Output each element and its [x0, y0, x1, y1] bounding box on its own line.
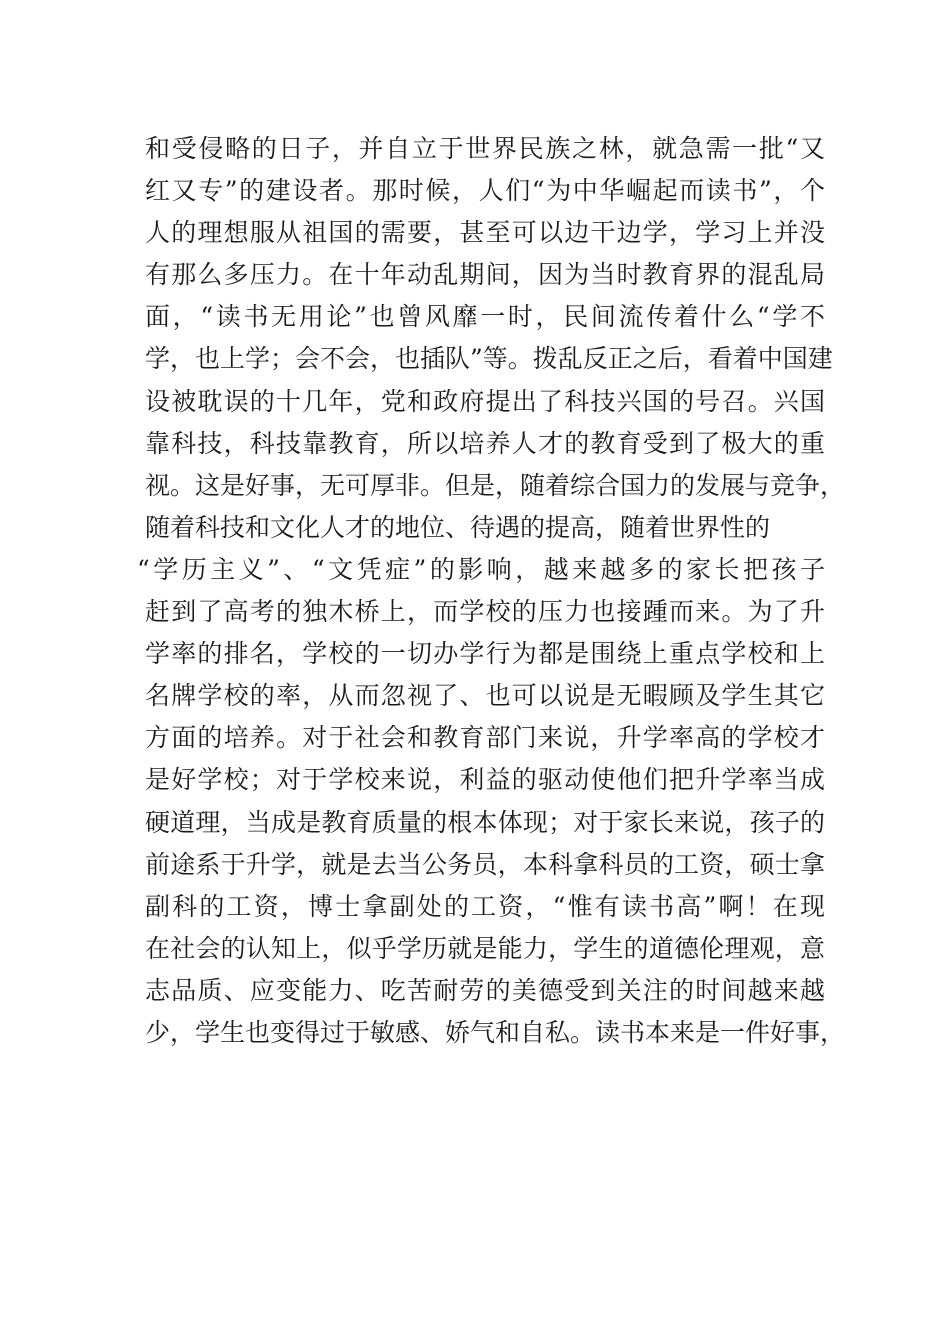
text-line: 硬道理，当成是教育质量的根本体现；对于家长来说，孩子的: [145, 807, 825, 837]
text-line: 设被耽误的十几年，党和政府提出了科技兴国的号召。兴国: [145, 386, 825, 416]
text-line: 是好学校；对于学校来说，利益的驱动使他们把升学率当成: [145, 765, 825, 795]
text-line: 志品质、应变能力、吃苦耐劳的美德受到关注的时间越来越: [145, 975, 825, 1005]
text-line: “学历主义”、“文凭症”的影响，越来越多的家长把孩子: [137, 554, 825, 584]
text-line: 在社会的认知上，似乎学历就是能力，学生的道德伦理观，意: [145, 933, 825, 963]
text-line: 红又专”的建设者。那时候，人们“为中华崛起而读书”，个: [145, 176, 825, 206]
text-line: 方面的培养。对于社会和教育部门来说，升学率高的学校才: [145, 723, 825, 753]
text-line: 有那么多压力。在十年动乱期间，因为当时教育界的混乱局: [145, 260, 825, 290]
text-line: 赶到了高考的独木桥上，而学校的压力也接踵而来。为了升: [145, 597, 825, 627]
text-line: 副科的工资，博士拿副处的工资，“惟有读书高”啊！在现: [145, 891, 825, 921]
text-line: 随着科技和文化人才的地位、待遇的提高，随着世界性的: [145, 512, 771, 542]
text-line: 前途系于升学，就是去当公务员，本科拿科员的工资，硕士拿: [145, 849, 825, 879]
text-line: 人的理想服从祖国的需要，甚至可以边干边学，学习上并没: [145, 218, 825, 248]
text-line: 学，也上学；会不会，也插队”等。拨乱反正之后，看着中国建: [145, 344, 833, 374]
text-line: 靠科技，科技靠教育，所以培养人才的教育受到了极大的重: [145, 428, 825, 458]
text-line: 学率的排名，学校的一切办学行为都是围绕上重点学校和上: [145, 639, 825, 669]
text-line: 和受侵略的日子，并自立于世界民族之林，就急需一批“又: [145, 134, 825, 163]
body-text: [137, 128, 846, 1054]
text-line: 视。这是好事，无可厚非。但是，随着综合国力的发展与竞争，: [145, 470, 846, 500]
text-line: 面，“读书无用论”也曾风靡一时，民间流传着什么“学不: [145, 302, 825, 332]
text-line: 名牌学校的率，从而忽视了、也可以说是无暇顾及学生其它: [145, 681, 825, 711]
text-line: 少，学生也变得过于敏感、娇气和自私。读书本来是一件好事，: [145, 1017, 846, 1047]
